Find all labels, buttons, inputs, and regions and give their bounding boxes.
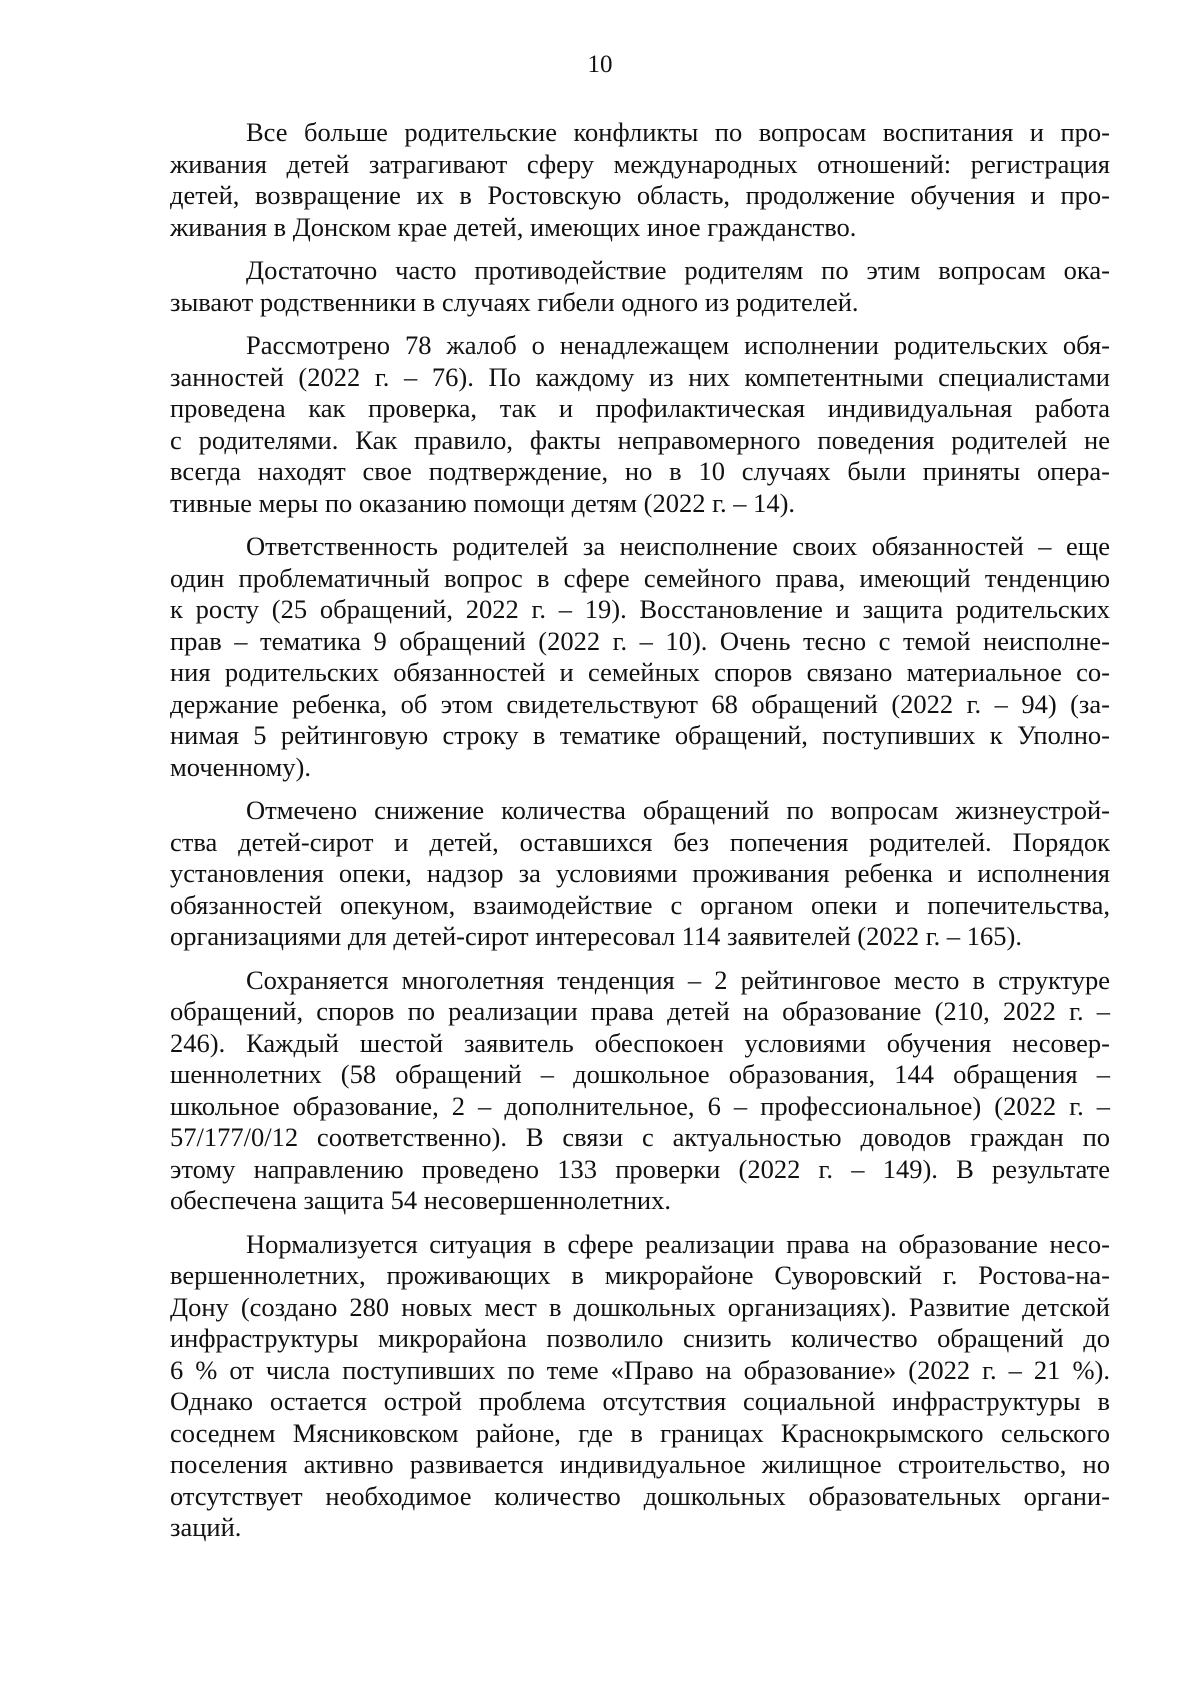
- text-line: моченному).: [170, 751, 312, 782]
- paragraph: [170, 330, 1110, 519]
- text-line: инфраструктуры микрорайона позволило снизить количество обращений до: [170, 1323, 1110, 1353]
- text-line: 6 % от числа поступивших по теме «Право на образование» (2022 г. – 21 %).: [170, 1354, 1110, 1385]
- text-line: живания в Донском крае детей, имеющих иное гражданство.: [170, 211, 857, 242]
- text-line: к росту (25 обращений, 2022 г. – 19). Восстановление и защита родительских: [170, 594, 1110, 624]
- text-line: Рассмотрено 78 жалоб о ненадлежащем исполнении родительских обя-: [246, 330, 1110, 360]
- text-line: ния родительских обязанностей и семейных споров связано материальное со-: [170, 657, 1110, 687]
- paragraph: [170, 255, 1110, 318]
- text-line: живания детей затрагивают сферу международных отношений: регистрация: [170, 148, 1110, 179]
- text-line: 57/177/0/12 соответственно). В связи с актуальностью доводов граждан по: [170, 1122, 1110, 1152]
- paragraph: [170, 1229, 1110, 1544]
- page-number: 10: [587, 51, 613, 78]
- paragraph: [170, 117, 1110, 243]
- text-line: зывают родственники в случаях гибели одного из родителей.: [170, 286, 859, 317]
- text-line: тивные меры по оказанию помощи детям (2022 г. – 14).: [170, 487, 796, 518]
- paragraph: [170, 531, 1110, 783]
- text-line: обязанностей опекуном, взаимодействие с органом опеки и попечительства,: [170, 889, 1110, 920]
- text-line: поселения активно развивается индивидуальное жилищное строительство, но: [170, 1449, 1110, 1479]
- text-line: один проблематичный вопрос в сфере семейного права, имеющий тенденцию: [170, 562, 1110, 593]
- text-line: организациями для детей-сирот интересовал 114 заявителей (2022 г. – 165).: [170, 921, 1022, 951]
- document-body: [170, 117, 1110, 1556]
- text-line: нимая 5 рейтинговую строку в тематике обращений, поступивших к Уполно-: [170, 720, 1110, 750]
- text-line: с родителями. Как правило, факты неправомерного поведения родителей не: [170, 424, 1110, 455]
- text-line: этому направлению проведено 133 проверки (2022 г. – 149). В результате: [170, 1153, 1110, 1184]
- text-line: вершеннолетних, проживающих в микрорайоне Суворовский г. Ростова-на-: [170, 1260, 1110, 1290]
- text-line: Сохраняется многолетняя тенденция – 2 рейтинговое место в структуре: [246, 964, 1110, 995]
- text-line: шеннолетних (58 обращений – дошкольное образования, 144 обращения –: [170, 1059, 1110, 1089]
- text-line: установления опеки, надзор за условиями проживания ребенка и исполнения: [170, 858, 1110, 888]
- text-line: Отмечено снижение количества обращений по вопросам жизнеустрой-: [246, 795, 1110, 825]
- text-line: Нормализуется ситуация в сфере реализации права на образование несо-: [246, 1228, 1110, 1259]
- text-line: детей, возвращение их в Ростовскую область, продолжение обучения и про-: [170, 180, 1110, 210]
- text-line: Ответственность родителей за неисполнение своих обязанностей – еще: [246, 531, 1110, 561]
- text-line: Дону (создано 280 новых мест в дошкольных организациях). Развитие детской: [170, 1291, 1110, 1322]
- paragraph: [170, 965, 1110, 1217]
- text-line: обеспечена защита 54 несовершеннолетних.: [170, 1185, 671, 1215]
- paragraph: [170, 795, 1110, 953]
- text-line: Все больше родительские конфликты по вопросам воспитания и про-: [246, 117, 1110, 147]
- text-line: отсутствует необходимое количество дошкольных образовательных органи-: [170, 1480, 1110, 1511]
- text-line: обращений, споров по реализации права детей на образование (210, 2022 г. –: [170, 996, 1110, 1026]
- text-line: школьное образование, 2 – дополнительное, 6 – профессиональное) (2022 г. –: [170, 1090, 1110, 1121]
- text-line: Достаточно часто противодействие родителям по этим вопросам ока-: [246, 255, 1110, 285]
- text-line: занностей (2022 г. – 76). По каждому из них компетентными специалистами: [170, 361, 1110, 392]
- text-line: Однако остается острой проблема отсутствия социальной инфраструктуры в: [170, 1386, 1110, 1416]
- text-line: ства детей-сирот и детей, оставшихся без попечения родителей. Порядок: [170, 826, 1110, 857]
- text-line: заций.: [170, 1512, 242, 1542]
- text-line: проведена как проверка, так и профилактическая индивидуальная работа: [170, 393, 1110, 423]
- text-line: 246). Каждый шестой заявитель обеспокоен условиями обучения несовер-: [170, 1027, 1110, 1058]
- text-line: всегда находят свое подтверждение, но в 10 случаях были приняты опера-: [170, 456, 1110, 486]
- text-line: держание ребенка, об этом свидетельствуют 68 обращений (2022 г. – 94) (за-: [170, 688, 1110, 719]
- text-line: прав – тематика 9 обращений (2022 г. – 10). Очень тесно с темой неисполне-: [170, 625, 1110, 656]
- text-line: соседнем Мясниковском районе, где в границах Краснокрымского сельского: [170, 1417, 1110, 1448]
